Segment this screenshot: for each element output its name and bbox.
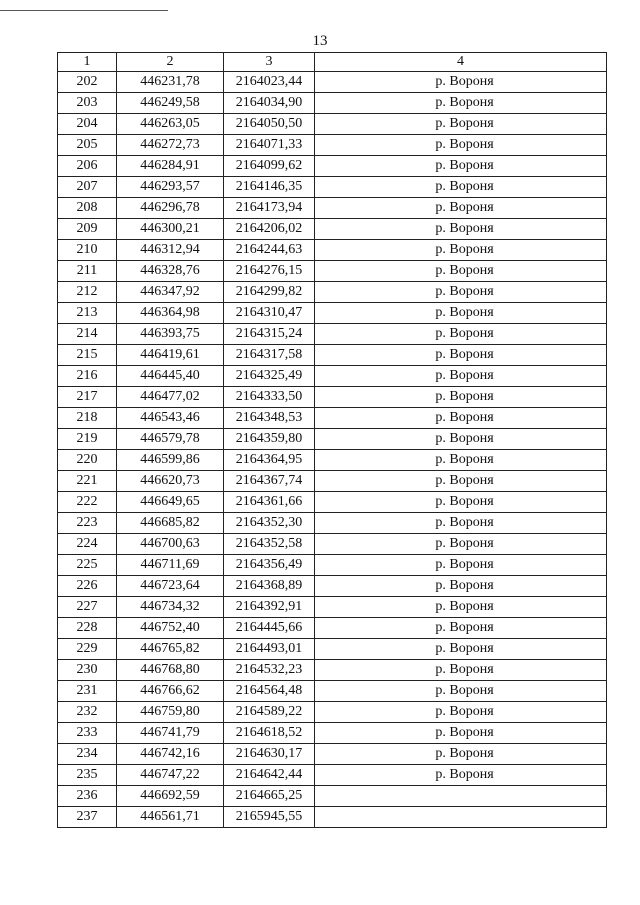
- cell-coord-x: 446543,46: [117, 408, 224, 429]
- cell-point-number: 214: [58, 324, 117, 345]
- cell-description: [315, 93, 607, 114]
- cell-coord-y: 2164642,44: [224, 765, 315, 786]
- cell-coord-x: 446766,62: [117, 681, 224, 702]
- cell-coord-y: 2164532,23: [224, 660, 315, 681]
- cell-coord-x: 446284,91: [117, 156, 224, 177]
- description-text: р. Вороня: [435, 389, 494, 404]
- cell-coord-y: 2164367,74: [224, 471, 315, 492]
- table-row: [58, 219, 607, 240]
- cell-description: [315, 723, 607, 744]
- cell-coord-y: 2164618,52: [224, 723, 315, 744]
- cell-description: [315, 450, 607, 471]
- table-row: [58, 156, 607, 177]
- cell-point-number: 203: [58, 93, 117, 114]
- cell-description: [315, 576, 607, 597]
- cell-coord-x: 446347,92: [117, 282, 224, 303]
- cell-coord-x: 446364,98: [117, 303, 224, 324]
- cell-description: [315, 177, 607, 198]
- cell-point-number: 206: [58, 156, 117, 177]
- table-row: [58, 198, 607, 219]
- description-text: р. Вороня: [435, 515, 494, 530]
- cell-coord-y: 2164445,66: [224, 618, 315, 639]
- table-row: [58, 282, 607, 303]
- table-row: [58, 639, 607, 660]
- description-text: р. Вороня: [435, 767, 494, 782]
- table-row: [58, 366, 607, 387]
- cell-description: [315, 702, 607, 723]
- cell-coord-y: 2164364,95: [224, 450, 315, 471]
- description-text: р. Вороня: [435, 242, 494, 257]
- cell-description: [315, 807, 607, 828]
- table-row: [58, 765, 607, 786]
- table-row: [58, 681, 607, 702]
- cell-coord-x: 446300,21: [117, 219, 224, 240]
- page-number: 13: [312, 33, 328, 49]
- table-row: [58, 471, 607, 492]
- cell-coord-x: 446723,64: [117, 576, 224, 597]
- table-row: [58, 807, 607, 828]
- header-col-2: 2: [117, 53, 224, 72]
- top-rule: [0, 10, 168, 11]
- cell-coord-x: 446477,02: [117, 387, 224, 408]
- cell-point-number: 208: [58, 198, 117, 219]
- cell-description: [315, 471, 607, 492]
- description-text: р. Вороня: [435, 704, 494, 719]
- description-text: р. Вороня: [435, 74, 494, 89]
- cell-point-number: 207: [58, 177, 117, 198]
- cell-description: [315, 618, 607, 639]
- cell-coord-x: 446759,80: [117, 702, 224, 723]
- cell-point-number: 222: [58, 492, 117, 513]
- cell-point-number: 223: [58, 513, 117, 534]
- cell-coord-x: 446649,65: [117, 492, 224, 513]
- cell-point-number: 232: [58, 702, 117, 723]
- cell-coord-x: 446328,76: [117, 261, 224, 282]
- header-col-1: 1: [58, 53, 117, 72]
- cell-coord-x: 446685,82: [117, 513, 224, 534]
- cell-description: [315, 534, 607, 555]
- cell-coord-x: 446419,61: [117, 345, 224, 366]
- cell-coord-y: 2164493,01: [224, 639, 315, 660]
- cell-description: [315, 513, 607, 534]
- table-row: [58, 618, 607, 639]
- cell-coord-x: 446711,69: [117, 555, 224, 576]
- description-text: р. Вороня: [435, 368, 494, 383]
- cell-coord-x: 446231,78: [117, 72, 224, 93]
- header-col-4: 4: [315, 53, 607, 72]
- table-row: [58, 597, 607, 618]
- cell-coord-x: 446561,71: [117, 807, 224, 828]
- cell-coord-x: 446296,78: [117, 198, 224, 219]
- cell-point-number: 237: [58, 807, 117, 828]
- description-text: р. Вороня: [435, 746, 494, 761]
- cell-point-number: 235: [58, 765, 117, 786]
- cell-coord-y: 2164665,25: [224, 786, 315, 807]
- cell-coord-x: 446263,05: [117, 114, 224, 135]
- table-row: [58, 261, 607, 282]
- description-text: р. Вороня: [435, 284, 494, 299]
- cell-description: [315, 681, 607, 702]
- description-text: р. Вороня: [435, 683, 494, 698]
- description-text: р. Вороня: [435, 179, 494, 194]
- cell-coord-x: 446700,63: [117, 534, 224, 555]
- cell-coord-y: 2164071,33: [224, 135, 315, 156]
- cell-description: [315, 282, 607, 303]
- cell-coord-y: 2164348,53: [224, 408, 315, 429]
- description-text: р. Вороня: [435, 347, 494, 362]
- cell-coord-x: 446752,40: [117, 618, 224, 639]
- cell-coord-y: 2164099,62: [224, 156, 315, 177]
- cell-coord-y: 2164023,44: [224, 72, 315, 93]
- table-body: [58, 53, 607, 828]
- table-row: [58, 345, 607, 366]
- cell-coord-y: 2164359,80: [224, 429, 315, 450]
- cell-point-number: 225: [58, 555, 117, 576]
- cell-point-number: 202: [58, 72, 117, 93]
- cell-description: [315, 492, 607, 513]
- cell-description: [315, 744, 607, 765]
- cell-coord-y: 2164356,49: [224, 555, 315, 576]
- table-row: [58, 387, 607, 408]
- cell-coord-y: 2164352,58: [224, 534, 315, 555]
- cell-point-number: 233: [58, 723, 117, 744]
- description-text: р. Вороня: [435, 536, 494, 551]
- cell-point-number: 236: [58, 786, 117, 807]
- cell-point-number: 209: [58, 219, 117, 240]
- cell-coord-y: 2164034,90: [224, 93, 315, 114]
- cell-description: [315, 72, 607, 93]
- cell-coord-x: 446747,22: [117, 765, 224, 786]
- cell-point-number: 205: [58, 135, 117, 156]
- table-row: [58, 240, 607, 261]
- table-row: [58, 324, 607, 345]
- description-text: р. Вороня: [435, 326, 494, 341]
- cell-description: [315, 660, 607, 681]
- cell-point-number: 213: [58, 303, 117, 324]
- cell-coord-y: 2164244,63: [224, 240, 315, 261]
- cell-point-number: 219: [58, 429, 117, 450]
- description-text: р. Вороня: [435, 263, 494, 278]
- table-row: [58, 303, 607, 324]
- cell-coord-x: 446742,16: [117, 744, 224, 765]
- description-text: р. Вороня: [435, 452, 494, 467]
- table-row: [58, 177, 607, 198]
- table-row: [58, 576, 607, 597]
- description-text: р. Вороня: [435, 410, 494, 425]
- description-text: р. Вороня: [435, 200, 494, 215]
- description-text: р. Вороня: [435, 221, 494, 236]
- cell-coord-x: 446692,59: [117, 786, 224, 807]
- description-text: р. Вороня: [435, 725, 494, 740]
- cell-description: [315, 135, 607, 156]
- cell-point-number: 229: [58, 639, 117, 660]
- cell-coord-y: 2164315,24: [224, 324, 315, 345]
- table-row: [58, 534, 607, 555]
- cell-description: [315, 555, 607, 576]
- description-text: р. Вороня: [435, 137, 494, 152]
- cell-coord-x: 446599,86: [117, 450, 224, 471]
- description-text: р. Вороня: [435, 473, 494, 488]
- description-text: р. Вороня: [435, 557, 494, 572]
- cell-point-number: 228: [58, 618, 117, 639]
- description-text: р. Вороня: [435, 431, 494, 446]
- cell-point-number: 204: [58, 114, 117, 135]
- cell-description: [315, 786, 607, 807]
- cell-coord-x: 446768,80: [117, 660, 224, 681]
- cell-point-number: 217: [58, 387, 117, 408]
- table-row: [58, 114, 607, 135]
- cell-coord-x: 446620,73: [117, 471, 224, 492]
- cell-point-number: 226: [58, 576, 117, 597]
- table-row: [58, 702, 607, 723]
- cell-point-number: 216: [58, 366, 117, 387]
- cell-description: [315, 324, 607, 345]
- table-header-row: [58, 53, 607, 72]
- description-text: р. Вороня: [435, 305, 494, 320]
- cell-description: [315, 303, 607, 324]
- table-row: [58, 450, 607, 471]
- cell-point-number: 234: [58, 744, 117, 765]
- cell-coord-y: 2164206,02: [224, 219, 315, 240]
- cell-point-number: 231: [58, 681, 117, 702]
- description-text: р. Вороня: [435, 599, 494, 614]
- table-row: [58, 429, 607, 450]
- cell-coord-y: 2164333,50: [224, 387, 315, 408]
- cell-coord-y: 2164050,50: [224, 114, 315, 135]
- cell-coord-y: 2164299,82: [224, 282, 315, 303]
- cell-point-number: 224: [58, 534, 117, 555]
- cell-coord-y: 2164173,94: [224, 198, 315, 219]
- description-text: р. Вороня: [435, 620, 494, 635]
- cell-description: [315, 345, 607, 366]
- cell-description: [315, 156, 607, 177]
- description-text: р. Вороня: [435, 641, 494, 656]
- description-text: р. Вороня: [435, 158, 494, 173]
- cell-description: [315, 597, 607, 618]
- table-row: [58, 513, 607, 534]
- table-row: [58, 723, 607, 744]
- cell-description: [315, 240, 607, 261]
- cell-coord-y: 2164392,91: [224, 597, 315, 618]
- cell-description: [315, 198, 607, 219]
- cell-point-number: 210: [58, 240, 117, 261]
- cell-coord-y: 2164361,66: [224, 492, 315, 513]
- cell-coord-y: 2164146,35: [224, 177, 315, 198]
- cell-description: [315, 366, 607, 387]
- cell-coord-y: 2164352,30: [224, 513, 315, 534]
- description-text: р. Вороня: [435, 662, 494, 677]
- table-row: [58, 408, 607, 429]
- cell-coord-x: 446579,78: [117, 429, 224, 450]
- table-row: [58, 786, 607, 807]
- coordinates-table: [57, 52, 607, 828]
- cell-coord-y: 2164368,89: [224, 576, 315, 597]
- cell-point-number: 230: [58, 660, 117, 681]
- cell-coord-x: 446312,94: [117, 240, 224, 261]
- cell-coord-x: 446249,58: [117, 93, 224, 114]
- cell-description: [315, 387, 607, 408]
- cell-coord-y: 2164310,47: [224, 303, 315, 324]
- cell-coord-y: 2164276,15: [224, 261, 315, 282]
- table-row: [58, 660, 607, 681]
- cell-description: [315, 408, 607, 429]
- cell-coord-x: 446445,40: [117, 366, 224, 387]
- description-text: р. Вороня: [435, 578, 494, 593]
- cell-coord-x: 446741,79: [117, 723, 224, 744]
- cell-description: [315, 429, 607, 450]
- cell-coord-y: 2164589,22: [224, 702, 315, 723]
- cell-coord-x: 446734,32: [117, 597, 224, 618]
- header-col-3: 3: [224, 53, 315, 72]
- cell-description: [315, 639, 607, 660]
- table-row: [58, 492, 607, 513]
- table-row: [58, 744, 607, 765]
- table-row: [58, 555, 607, 576]
- cell-point-number: 215: [58, 345, 117, 366]
- cell-description: [315, 765, 607, 786]
- cell-coord-y: 2164630,17: [224, 744, 315, 765]
- cell-coord-y: 2164325,49: [224, 366, 315, 387]
- cell-coord-y: 2165945,55: [224, 807, 315, 828]
- description-text: р. Вороня: [435, 494, 494, 509]
- cell-point-number: 212: [58, 282, 117, 303]
- cell-coord-x: 446293,57: [117, 177, 224, 198]
- cell-coord-x: 446393,75: [117, 324, 224, 345]
- table-row: [58, 93, 607, 114]
- table-row: [58, 72, 607, 93]
- description-text: р. Вороня: [435, 95, 494, 110]
- cell-coord-y: 2164564,48: [224, 681, 315, 702]
- cell-coord-x: 446272,73: [117, 135, 224, 156]
- cell-point-number: 218: [58, 408, 117, 429]
- cell-point-number: 220: [58, 450, 117, 471]
- description-text: р. Вороня: [435, 116, 494, 131]
- cell-point-number: 211: [58, 261, 117, 282]
- cell-point-number: 221: [58, 471, 117, 492]
- cell-description: [315, 261, 607, 282]
- cell-description: [315, 219, 607, 240]
- cell-coord-y: 2164317,58: [224, 345, 315, 366]
- cell-point-number: 227: [58, 597, 117, 618]
- table-row: [58, 135, 607, 156]
- cell-description: [315, 114, 607, 135]
- cell-coord-x: 446765,82: [117, 639, 224, 660]
